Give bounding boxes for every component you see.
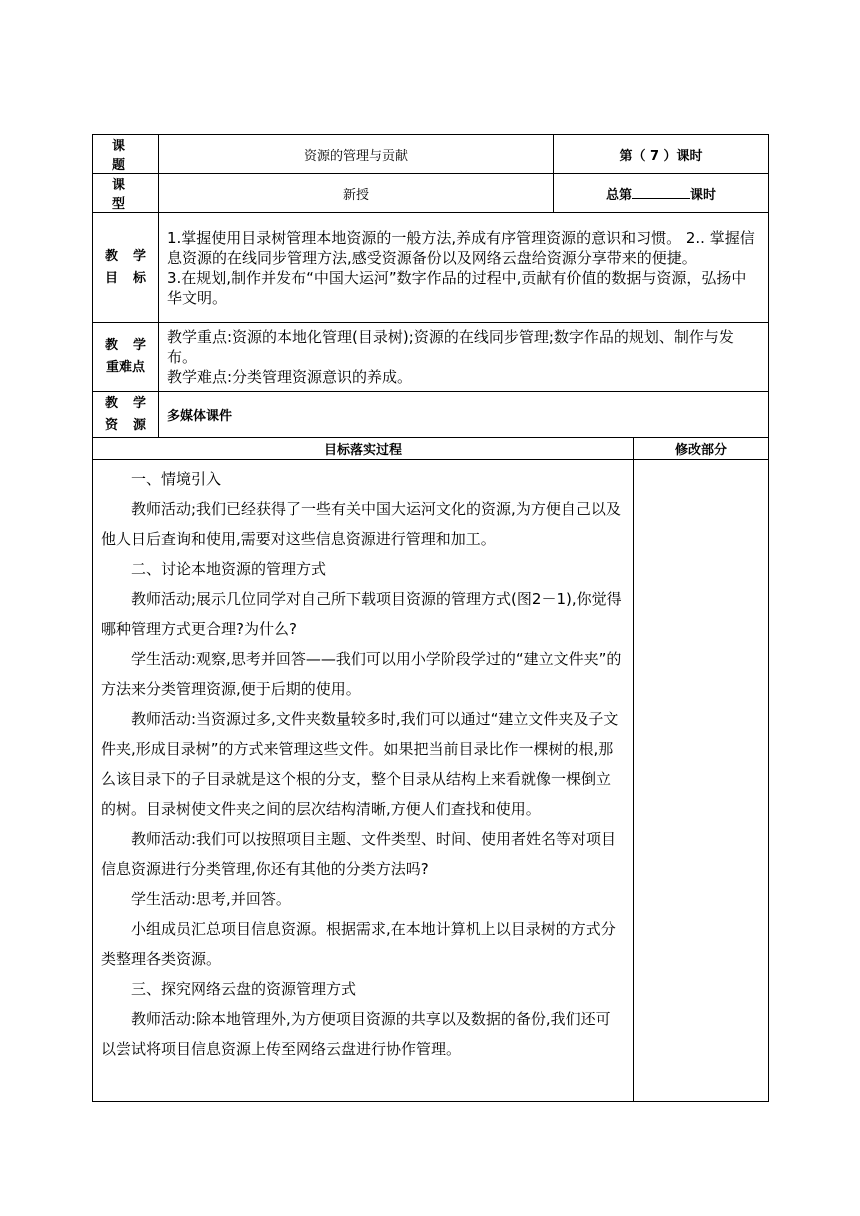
lesson-plan-page <box>92 134 768 1102</box>
total-blank-line <box>632 186 690 199</box>
process-paragraph: 教师活动;我们已经获得了一些有关中国大运河文化的资源,为方便自己以及他人日后查询和使用,需要对这些信息资源进行管理和加工。 <box>101 500 621 548</box>
total-lessons <box>554 174 769 213</box>
focus-content <box>159 323 769 392</box>
edit-column-cell <box>634 460 769 1102</box>
process-content <box>93 460 634 1102</box>
goals-label-a: 教 学 <box>105 248 146 264</box>
goals-line-1: 1.掌握使用目录树管理本地资源的一般方法,养成有序管理资源的意识和习惯。 2.. 掌握信息资源的在线同步管理方法,感受资源备份以及网络云盘给资源分享带来的便捷。 <box>167 228 755 267</box>
difficulty: 教学难点:分类管理资源意识的养成。 <box>167 368 413 386</box>
process-paragraph: 教师活动;展示几位同学对自己所下载项目资源的管理方式(图2－1),你觉得哪种管理方式更合理?为什么? <box>101 590 622 638</box>
process-paragraph: 学生活动:观察,思考并回答——我们可以用小学阶段学过的“建立文件夹”的方法来分类管理资源,便于后期的使用。 <box>101 650 622 698</box>
goals-content <box>159 213 769 323</box>
type-label: 课 型 <box>93 174 159 213</box>
process-row <box>93 460 769 1102</box>
type-row <box>93 174 769 213</box>
topic-row <box>93 135 769 174</box>
process-paragraph: 一、情境引入 <box>131 470 222 488</box>
process-paragraph: 学生活动:思考,并回答。 <box>131 890 291 908</box>
goals-label-b: 目 标 <box>105 270 146 286</box>
resources-value: 多媒体课件 <box>159 392 769 438</box>
focus-label-cell <box>93 323 159 392</box>
resources-label-b: 资 源 <box>105 417 146 433</box>
resources-label-a: 教 学 <box>105 395 146 411</box>
process-paragraph: 教师活动:我们可以按照项目主题、文件类型、时间、使用者姓名等对项目信息资源进行分类管理,你还有其他的分类方法吗? <box>101 830 617 878</box>
goals-row <box>93 213 769 323</box>
focus-label-b: 重难点 <box>105 360 145 375</box>
resources-row <box>93 392 769 438</box>
goals-line-2: 3.在规划,制作并发布“中国大运河”数字作品的过程中,贡献有价值的数据与资源，弘扬中华文明。 <box>167 268 747 307</box>
goals-label-cell <box>93 213 159 323</box>
lesson-plan-table <box>92 134 769 1102</box>
topic-value: 资源的管理与贡献 <box>159 135 554 174</box>
total-prefix: 总第 <box>605 187 632 203</box>
process-paragraph: 三、探究网络云盘的资源管理方式 <box>131 980 357 998</box>
topic-label: 课 题 <box>93 135 159 174</box>
type-value: 新授 <box>159 174 554 213</box>
total-suffix: 课时 <box>690 187 717 203</box>
focus-label-a: 教 学 <box>105 338 146 353</box>
edit-column-title: 修改部分 <box>634 438 769 460</box>
process-paragraph: 教师活动:除本地管理外,为方便项目资源的共享以及数据的备份,我们还可以尝试将项目信息资源上传至网络云盘进行协作管理。 <box>101 1010 611 1058</box>
focus-row <box>93 323 769 392</box>
process-header-row <box>93 438 769 460</box>
resources-label-cell <box>93 392 159 438</box>
key-points: 教学重点:资源的本地化管理(目录树);资源的在线同步管理;数字作品的规划、制作与发布。 <box>167 328 734 366</box>
process-title: 目标落实过程 <box>93 438 634 460</box>
process-paragraph: 小组成员汇总项目信息资源。根据需求,在本地计算机上以目录树的方式分类整理各类资源。 <box>101 920 616 968</box>
process-paragraph: 教师活动:当资源过多,文件夹数量较多时,我们可以通过“建立文件夹及子文件夹,形成目录树”的方式来管理这些文件。如果把当前目录比作一棵树的根,那么该目录下的子目录就是这个根的分支，整个目录从结构上来看就像一棵倒立的树。目录树使文件夹之间的层次结构清晰,方便人们查找和使用。 <box>101 710 619 818</box>
lesson-number: 第（ 7 ）课时 <box>554 135 769 174</box>
process-paragraph: 二、讨论本地资源的管理方式 <box>131 560 327 578</box>
